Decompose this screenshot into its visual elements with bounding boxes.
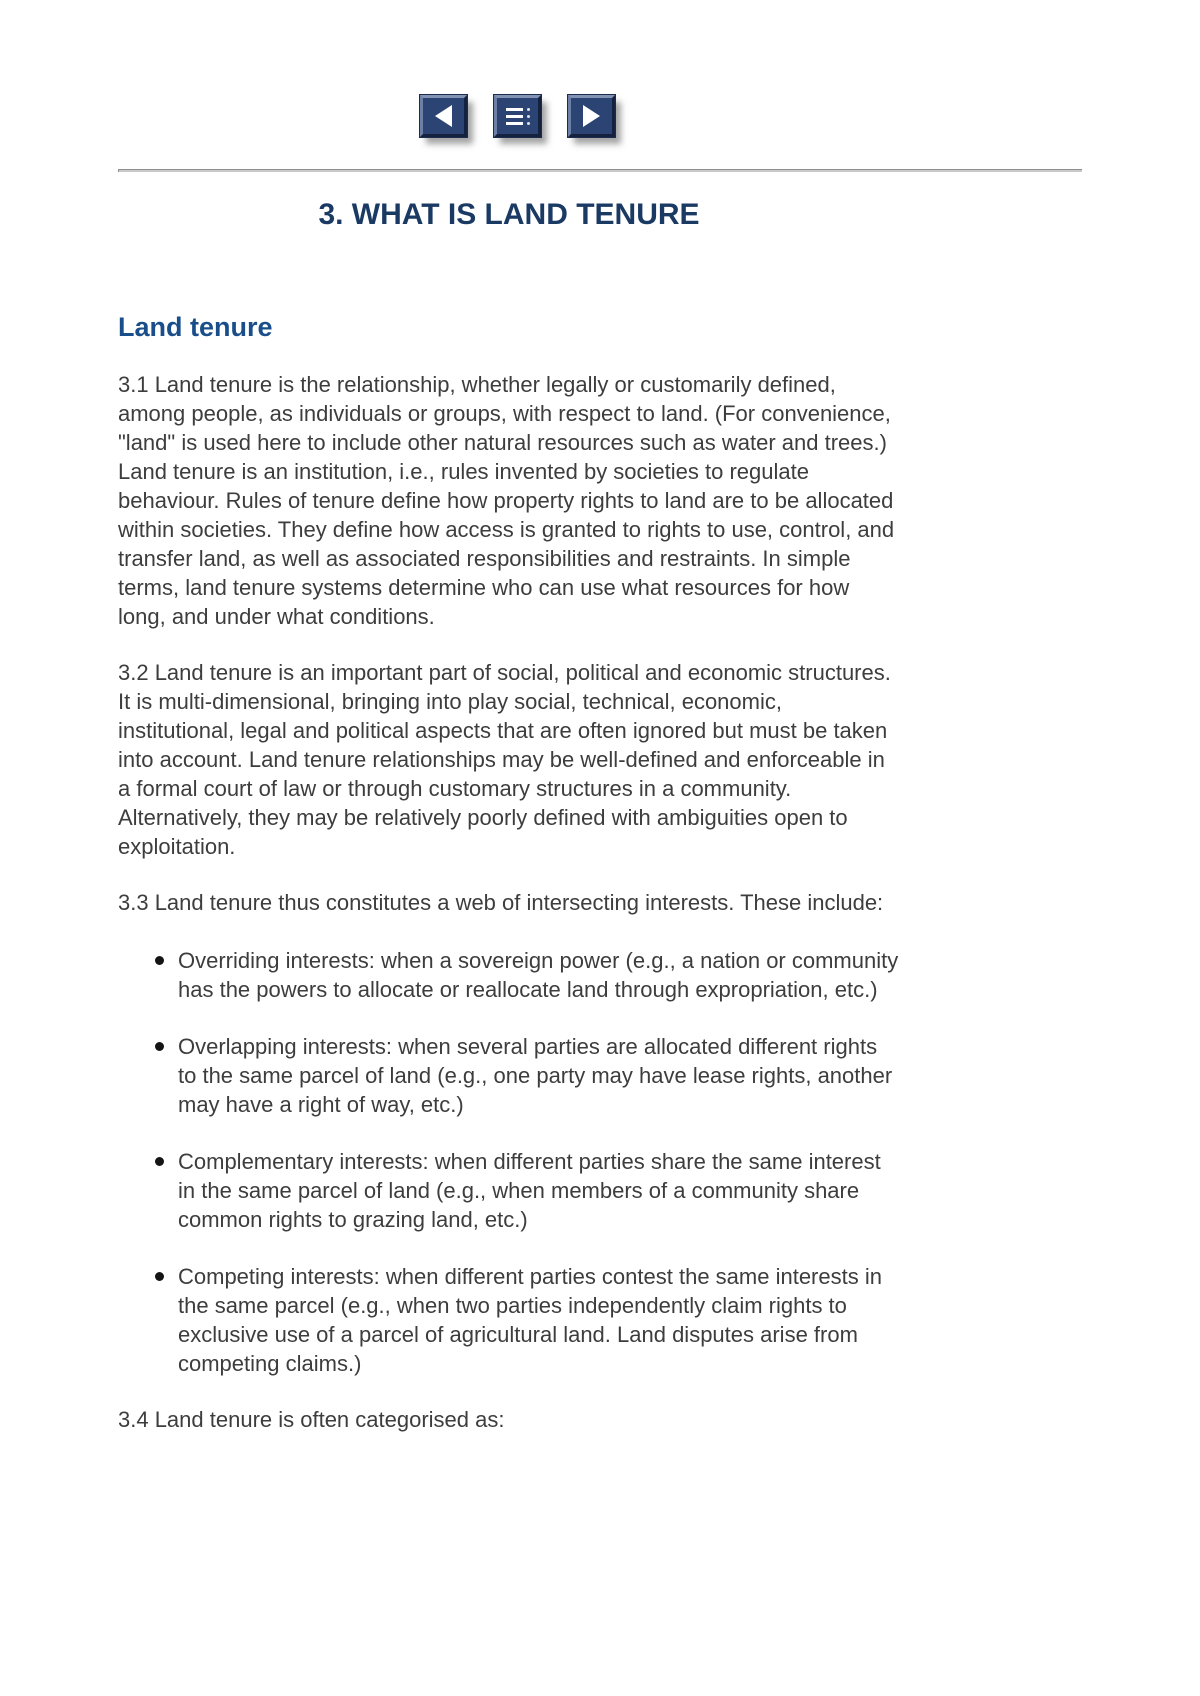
- previous-arrow-icon: [435, 105, 452, 127]
- table-of-contents-button[interactable]: [494, 95, 541, 137]
- list-item-overlapping-interests: Overlapping interests: when several parties are allocated different rights to the same parcel of land (e.g., one party may have lease rights, another may have a right of way, etc.): [178, 1032, 900, 1119]
- list-item-overriding-interests: Overriding interests: when a sovereign power (e.g., a nation or community has the powers to allocate or reallocate land through expropriation, etc.): [178, 948, 899, 1002]
- top-divider: [118, 169, 1082, 172]
- interests-list: [118, 946, 900, 1378]
- text-column: [118, 198, 900, 1434]
- next-arrow-icon: [583, 105, 600, 127]
- list-item-competing-interests: Competing interests: when different parties contest the same interests in the same parcel (e.g., when two parties independently claim rights to exclusive use of a parcel of agricultural land. Land disputes arise from competing claims.): [178, 1262, 900, 1378]
- paragraph-3-1: 3.1 Land tenure is the relationship, whether legally or customarily defined, among people, as individuals or groups, with respect to land. (For convenience, "land" is used here to include other natural resources such as water and trees.) Land tenure is an institution, i.e., rules invented by societies to regulate behaviour. Rules of tenure define how property rights to land are to be allocated within societies. They define how access is granted to rights to use, control, and transfer land, as well as associated responsibilities and restraints. In simple terms, land tenure systems determine who can use what resources for how long, and under what conditions.: [118, 372, 895, 629]
- page-title: 3. WHAT IS LAND TENURE: [318, 198, 700, 231]
- table-of-contents-icon: [506, 108, 530, 125]
- list-item-complementary-interests: Complementary interests: when different parties share the same interest in the same parcel of land (e.g., when members of a community share common rights to grazing land, etc.): [178, 1147, 900, 1234]
- nav-toolbar: [420, 95, 1082, 137]
- next-page-button[interactable]: [568, 95, 615, 137]
- section-heading: Land tenure: [118, 312, 273, 342]
- paragraph-3-3: 3.3 Land tenure thus constitutes a web of intersecting interests. These include:: [118, 890, 884, 915]
- paragraph-3-4: 3.4 Land tenure is often categorised as:: [118, 1407, 505, 1432]
- paragraph-3-2: 3.2 Land tenure is an important part of social, political and economic structures. It is multi-dimensional, bringing into play social, technical, economic, institutional, legal and political aspects that are often ignored but must be taken into account. Land tenure relationships may be well-defined and enforceable in a formal court of law or through customary structures in a community. Alternatively, they may be relatively poorly defined with ambiguities open to exploitation.: [118, 660, 891, 859]
- previous-page-button[interactable]: [420, 95, 467, 137]
